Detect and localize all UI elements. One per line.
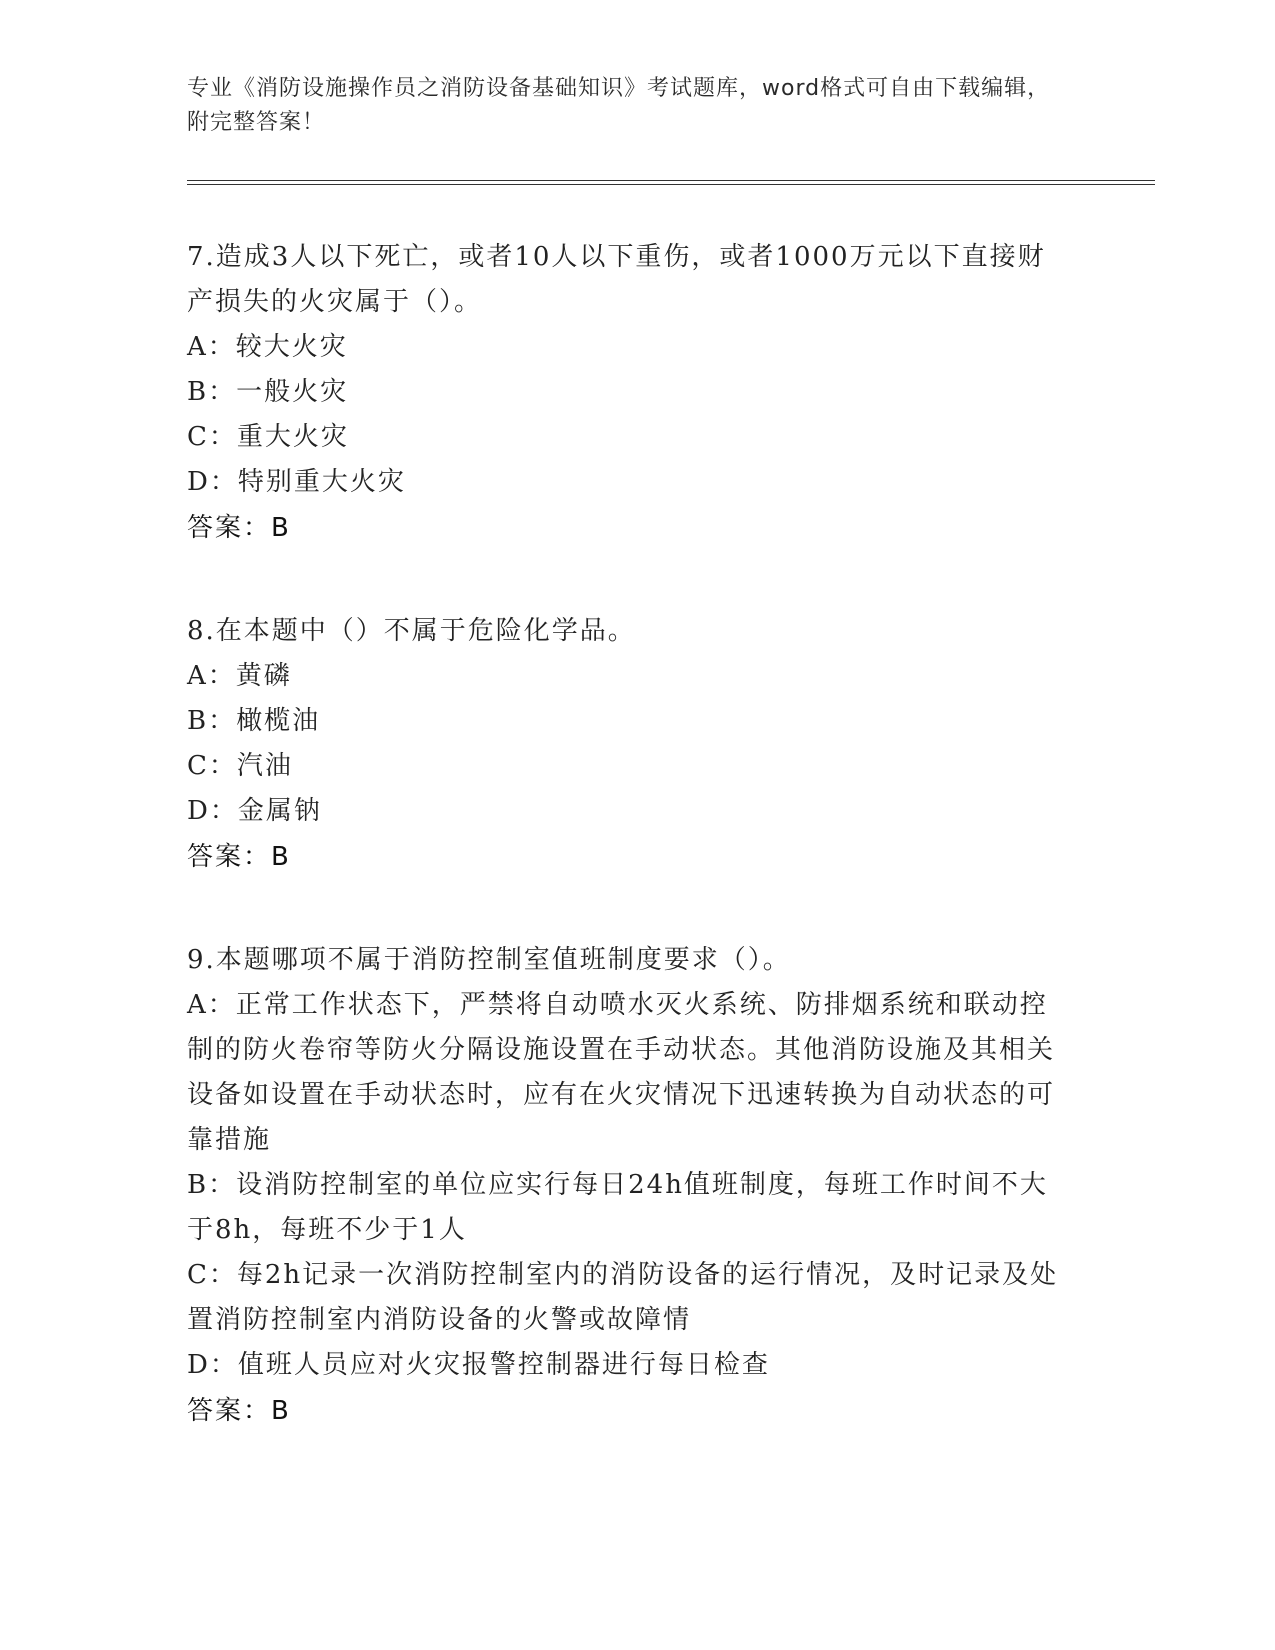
answer-label: 答案： — [187, 842, 272, 872]
option-d: D：金属钠 — [187, 796, 322, 826]
answer-value: B — [271, 1396, 289, 1426]
document-page — [187, 72, 1147, 1434]
header-divider — [187, 180, 1155, 185]
question-7 — [187, 235, 1147, 551]
question-9 — [187, 938, 1147, 1434]
answer — [187, 505, 1147, 551]
option-d: D：特别重大火灾 — [187, 467, 406, 497]
question-8 — [187, 609, 1147, 880]
answer — [187, 834, 1147, 880]
answer-label: 答案： — [187, 1396, 272, 1426]
option-a: A：较大火灾 — [187, 332, 348, 362]
option-b: B：设消防控制室的单位应实行每日24h值班制度，每班工作时间不大于8h，每班不少于1人 — [187, 1170, 1048, 1245]
answer-label: 答案： — [187, 513, 272, 543]
document-header: 专业《消防设施操作员之消防设备基础知识》考试题库，word格式可自由下载编辑，附完整答案！ — [187, 76, 1051, 135]
answer-value: B — [271, 513, 289, 543]
option-a: A：黄磷 — [187, 661, 292, 691]
question-text: 7.造成3人以下死亡，或者10人以下重伤，或者1000万元以下直接财产损失的火灾属于（）。 — [187, 242, 1046, 317]
option-b: B：橄榄油 — [187, 706, 321, 736]
answer — [187, 1388, 1147, 1434]
option-d: D：值班人员应对火灾报警控制器进行每日检查 — [187, 1350, 770, 1380]
question-text: 8.在本题中（）不属于危险化学品。 — [187, 616, 636, 646]
option-b: B：一般火灾 — [187, 377, 349, 407]
option-c: C：每2h记录一次消防控制室内的消防设备的运行情况，及时记录及处置消防控制室内消防设备的火警或故障情 — [187, 1260, 1059, 1335]
question-text: 9.本题哪项不属于消防控制室值班制度要求（）。 — [187, 945, 791, 975]
option-c: C：汽油 — [187, 751, 293, 781]
option-c: C：重大火灾 — [187, 422, 349, 452]
answer-value: B — [271, 842, 289, 872]
option-a: A：正常工作状态下，严禁将自动喷水灭火系统、防排烟系统和联动控制的防火卷帘等防火分隔设施设置在手动状态。其他消防设施及其相关设备如设置在手动状态时，应有在火灾情况下迅速转换为自动状态的可靠措施 — [187, 990, 1056, 1155]
